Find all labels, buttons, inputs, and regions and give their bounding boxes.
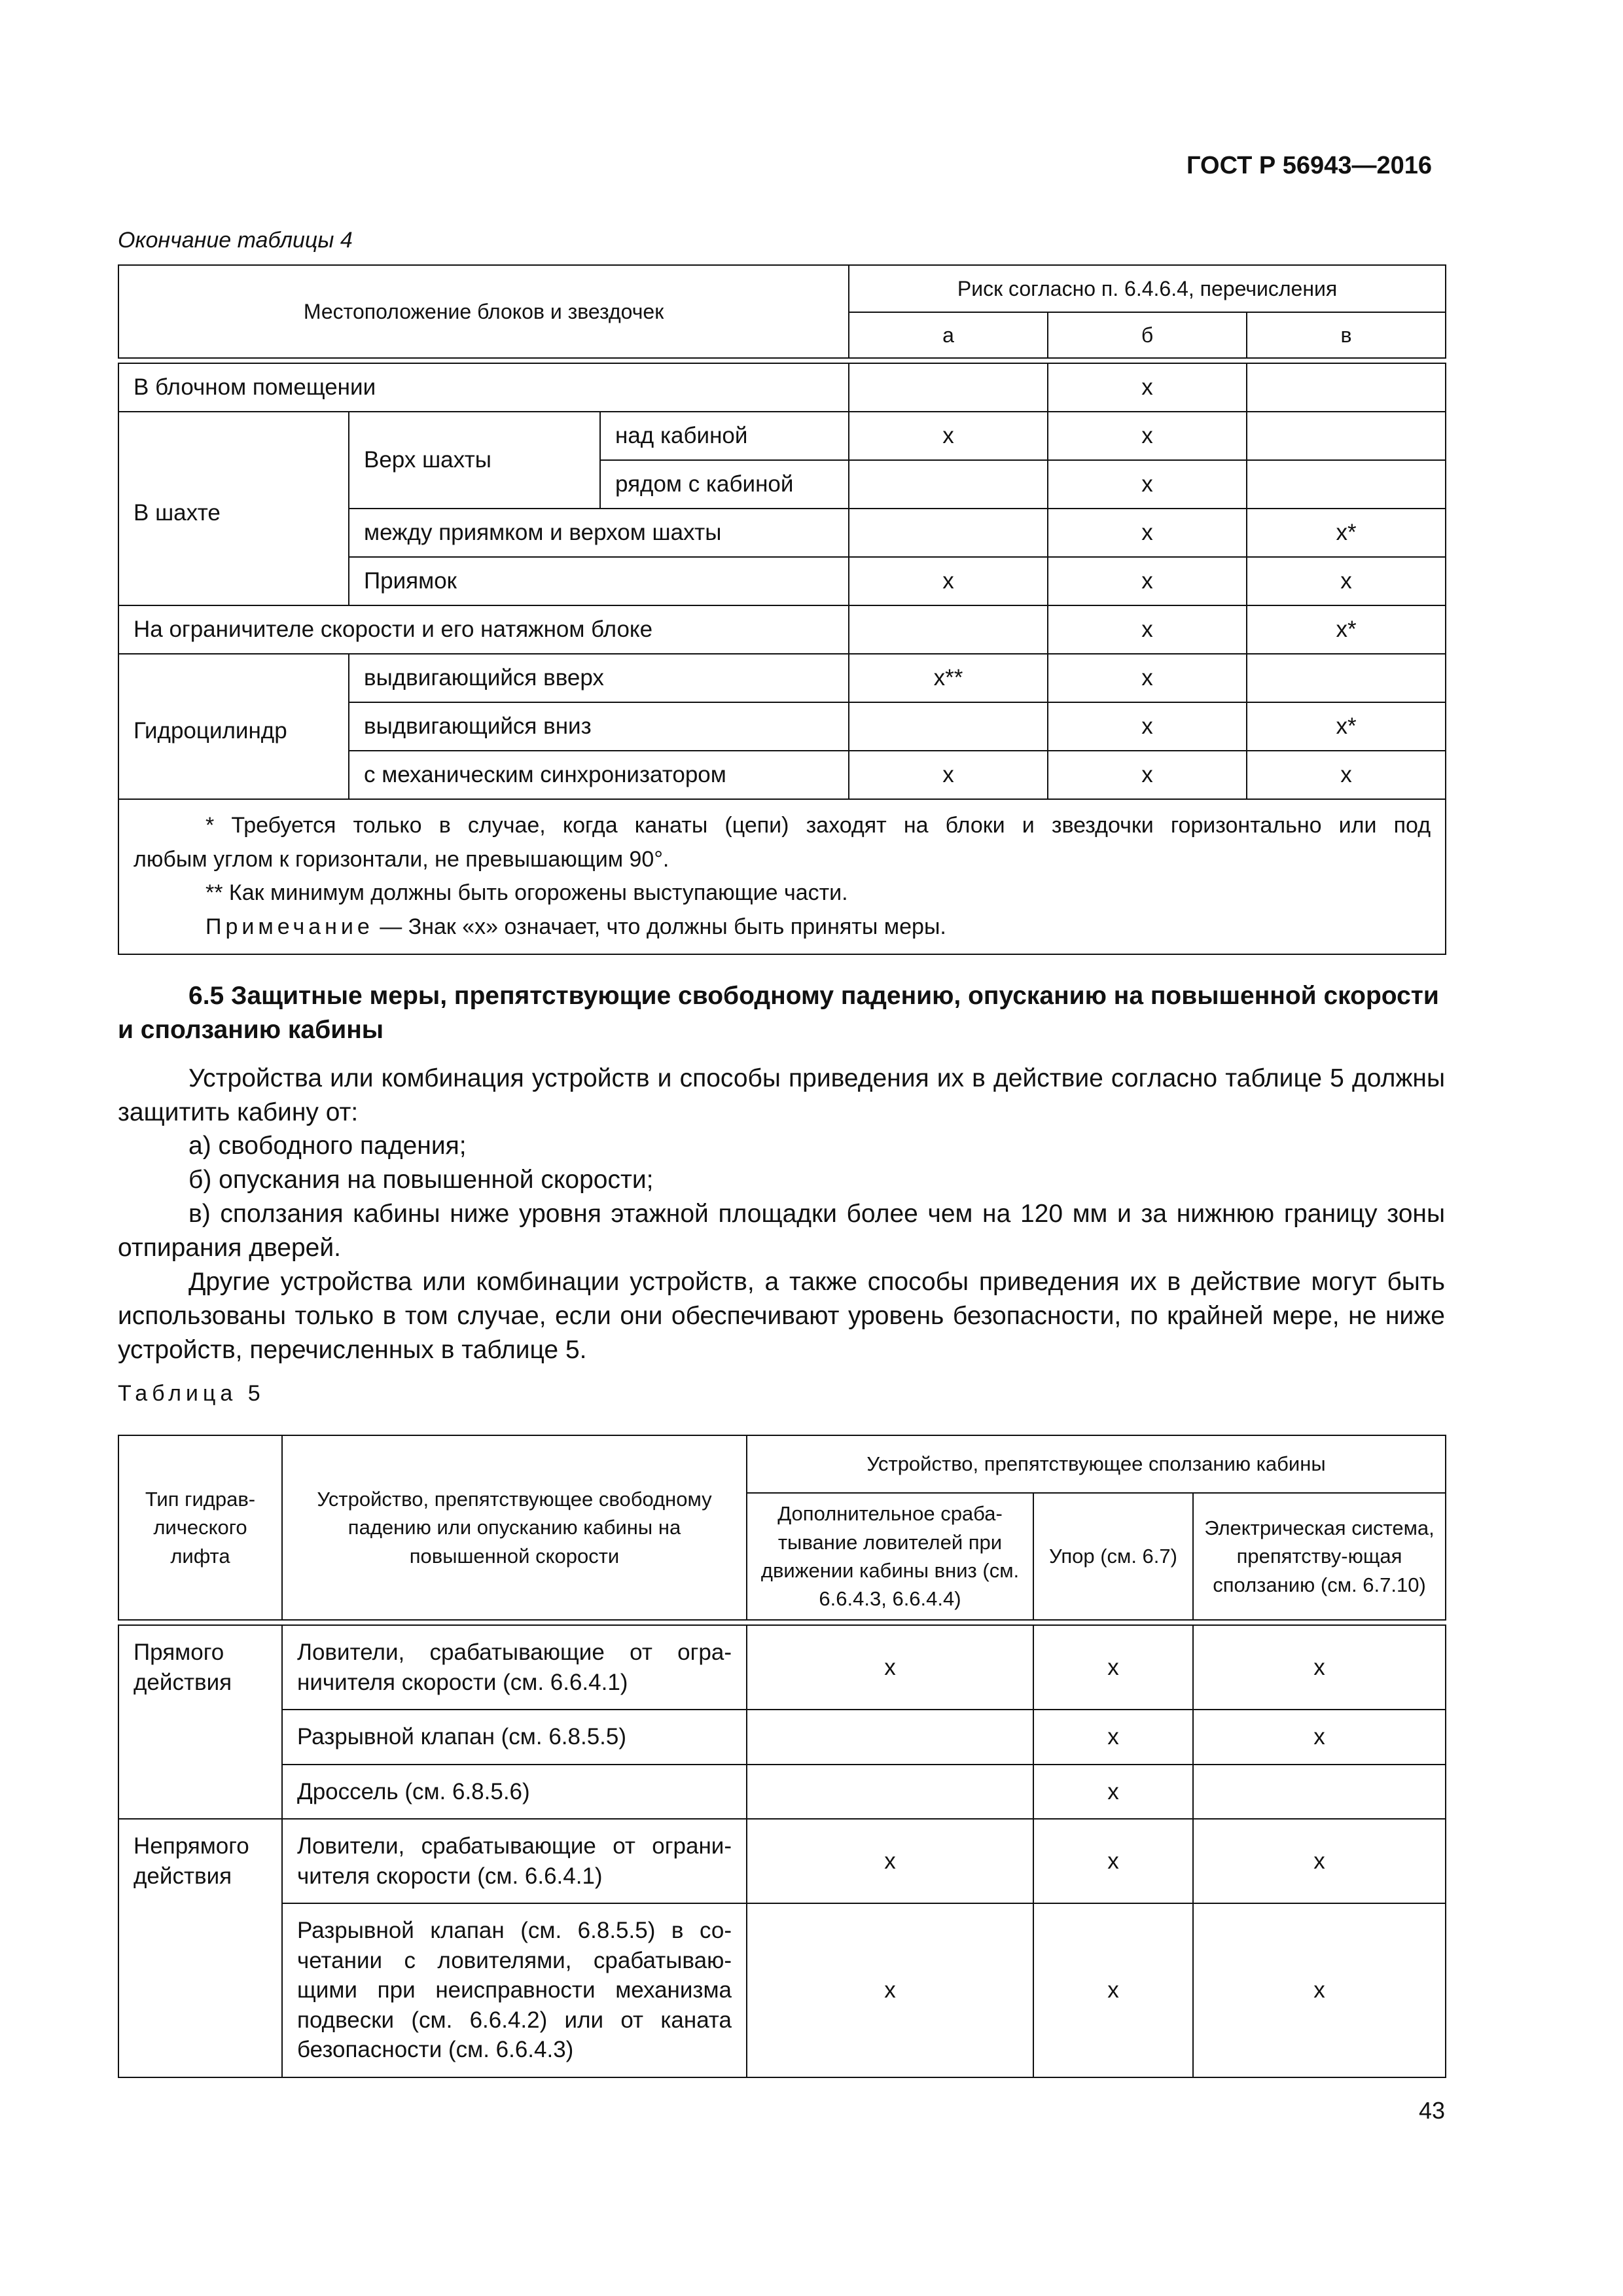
document-code: ГОСТ Р 56943—2016	[1186, 152, 1432, 179]
section-heading: 6.5 Защитные меры, препятствующие свободному падению, опусканию на повышенной скорости и сползанию кабины	[118, 982, 1439, 1044]
row-label: выдвигающийся вниз	[349, 702, 849, 751]
row-description: Разрывной клапан (см. 6.8.5.5)	[282, 1710, 747, 1765]
row-label: На ограничителе скорости и его натяжном блоке	[118, 605, 849, 654]
table-row	[118, 1765, 1446, 1820]
note-text: — Знак «х» означает, что должны быть приняты меры.	[373, 914, 946, 940]
table4-header-location: Местоположение блоков и звездочек	[118, 265, 849, 358]
cell-b: х	[1048, 751, 1247, 799]
cell-electric-system: х	[1193, 1819, 1446, 1903]
cell-stop: х	[1033, 1819, 1193, 1903]
row-description: Ловители, срабатывающие от огра-ничителя скорости (см. 6.6.4.1)	[282, 1625, 747, 1710]
cell-v	[1247, 363, 1446, 412]
cell-v	[1247, 654, 1446, 702]
cell-v	[1247, 460, 1446, 509]
cell-b: х	[1048, 460, 1247, 509]
cell-b: х	[1048, 412, 1247, 460]
list-item-a: а) свободного падения;	[188, 1132, 467, 1160]
table-4	[118, 264, 1446, 955]
table-row	[118, 654, 1446, 702]
cell-v: х*	[1247, 702, 1446, 751]
row-label: с механическим синхронизатором	[349, 751, 849, 799]
row-description: Ловители, срабатывающие от ограни-чителя скорости (см. 6.6.4.1)	[282, 1819, 747, 1903]
cell-b: х	[1048, 605, 1247, 654]
cell-v: х*	[1247, 509, 1446, 557]
cell-b: х	[1048, 654, 1247, 702]
table-row	[118, 412, 1446, 460]
cell-b: х	[1048, 509, 1247, 557]
cell-b: х	[1048, 557, 1247, 605]
table4-note	[134, 910, 1431, 944]
table4-header-b: б	[1048, 312, 1247, 358]
table4-caption: Окончание таблицы 4	[118, 228, 353, 253]
table5-caption: Таблица 5	[118, 1381, 265, 1406]
table5-header-creep-device: Устройство, препятствующее сползанию кабины	[747, 1435, 1446, 1493]
cell-b: х	[1048, 702, 1247, 751]
cell-extra-safety-gear: х	[747, 1819, 1033, 1903]
row-label: В блочном помещении	[118, 363, 849, 412]
cell-electric-system: х	[1193, 1625, 1446, 1710]
table-5	[118, 1435, 1446, 2078]
cell-v: х*	[1247, 605, 1446, 654]
section-paragraph-1: Устройства или комбинация устройств и способы приведения их в действие согласно таблице 5 должны защитить кабину от:	[118, 1064, 1445, 1126]
section-6-5	[118, 979, 1445, 1367]
cell-a: х**	[849, 654, 1048, 702]
cell-stop: х	[1033, 1710, 1193, 1765]
table5-header-type: Тип гидрав-лического лифта	[118, 1435, 282, 1620]
cell-stop: х	[1033, 1903, 1193, 2077]
cell-b: х	[1048, 363, 1247, 412]
cell-a	[849, 460, 1048, 509]
table4-notes	[118, 799, 1446, 954]
type-indirect: Непрямого действия	[118, 1819, 282, 2077]
table4-header-risk: Риск согласно п. 6.4.6.4, перечисления	[849, 265, 1446, 312]
cell-a	[849, 605, 1048, 654]
table5-header-electric-system: Электрическая система, препятству-ющая сползанию (см. 6.7.10)	[1193, 1493, 1446, 1620]
cell-a: х	[849, 751, 1048, 799]
cell-extra-safety-gear	[747, 1710, 1033, 1765]
table-row	[118, 363, 1446, 412]
cell-extra-safety-gear	[747, 1765, 1033, 1820]
cell-v: х	[1247, 557, 1446, 605]
cell-v	[1247, 412, 1446, 460]
cell-a: х	[849, 557, 1048, 605]
row-description: Дроссель (см. 6.8.5.6)	[282, 1765, 747, 1820]
cell-a	[849, 702, 1048, 751]
footnote-1-line-2: любым углом к горизонтали, не превышающим 90°.	[134, 846, 669, 872]
group-label-cylinder: Гидроцилиндр	[118, 654, 349, 799]
list-item-v: в) сползания кабины ниже уровня этажной площадки более чем на 120 мм и за нижнюю границу зоны отпирания дверей.	[118, 1200, 1445, 1263]
group-label-shaft: В шахте	[118, 412, 349, 605]
cell-electric-system: х	[1193, 1710, 1446, 1765]
cell-extra-safety-gear: х	[747, 1903, 1033, 2077]
cell-stop: х	[1033, 1625, 1193, 1710]
row-label: рядом с кабиной	[600, 460, 849, 509]
subgroup-label-shaft-top: Верх шахты	[349, 412, 600, 509]
row-label: Приямок	[349, 557, 849, 605]
table-row	[118, 1819, 1446, 1903]
table5-header-row	[118, 1435, 1446, 1493]
cell-electric-system	[1193, 1765, 1446, 1820]
cell-v: х	[1247, 751, 1446, 799]
cell-extra-safety-gear: х	[747, 1625, 1033, 1710]
list-item-b: б) опускания на повышенной скорости;	[188, 1166, 654, 1194]
table4-header-a: а	[849, 312, 1048, 358]
table4-notes-row	[118, 799, 1446, 954]
footnote-1-line-1: * Требуется только в случае, когда канаты (цепи) заходят на блоки и звездочки горизонтально или под	[205, 813, 1431, 838]
cell-a	[849, 363, 1048, 412]
section-paragraph-2: Другие устройства или комбинации устройств, а также способы приведения их в действие могут быть использованы только в том случае, если они обеспечивают уровень безопасности, по крайней мере, не ниже устройств, перечисленных в таблице 5.	[118, 1267, 1445, 1364]
cell-stop: х	[1033, 1765, 1193, 1820]
table-row	[118, 1710, 1446, 1765]
note-label: Примечание	[205, 914, 374, 940]
cell-electric-system: х	[1193, 1903, 1446, 2077]
footnote-2: ** Как минимум должны быть огорожены выступающие части.	[205, 880, 848, 906]
table-row	[118, 605, 1446, 654]
table4-header-v: в	[1247, 312, 1446, 358]
type-direct: Прямого действия	[118, 1625, 282, 1819]
table-row	[118, 1903, 1446, 2077]
row-label: между приямком и верхом шахты	[349, 509, 849, 557]
table4-header-row	[118, 265, 1446, 312]
table-row	[118, 1625, 1446, 1710]
cell-a: х	[849, 412, 1048, 460]
table5-header-fall-device: Устройство, препятствующее свободному падению или опусканию кабины на повышенной скорости	[282, 1435, 747, 1620]
table5-header-extra-safety-gear: Дополнительное сраба-тывание ловителей при движении кабины вниз (см. 6.6.4.3, 6.6.4.4)	[747, 1493, 1033, 1620]
row-description: Разрывной клапан (см. 6.8.5.5) в со-четании с ловителями, срабатываю-щими при неисправности механизма подвески (см. 6.6.4.2) или от каната безопасности (см. 6.6.4.3)	[282, 1903, 747, 2077]
page-number: 43	[1418, 2097, 1445, 2124]
table5-header-stop: Упор (см. 6.7)	[1033, 1493, 1193, 1620]
row-label: выдвигающийся вверх	[349, 654, 849, 702]
row-label: над кабиной	[600, 412, 849, 460]
cell-a	[849, 509, 1048, 557]
